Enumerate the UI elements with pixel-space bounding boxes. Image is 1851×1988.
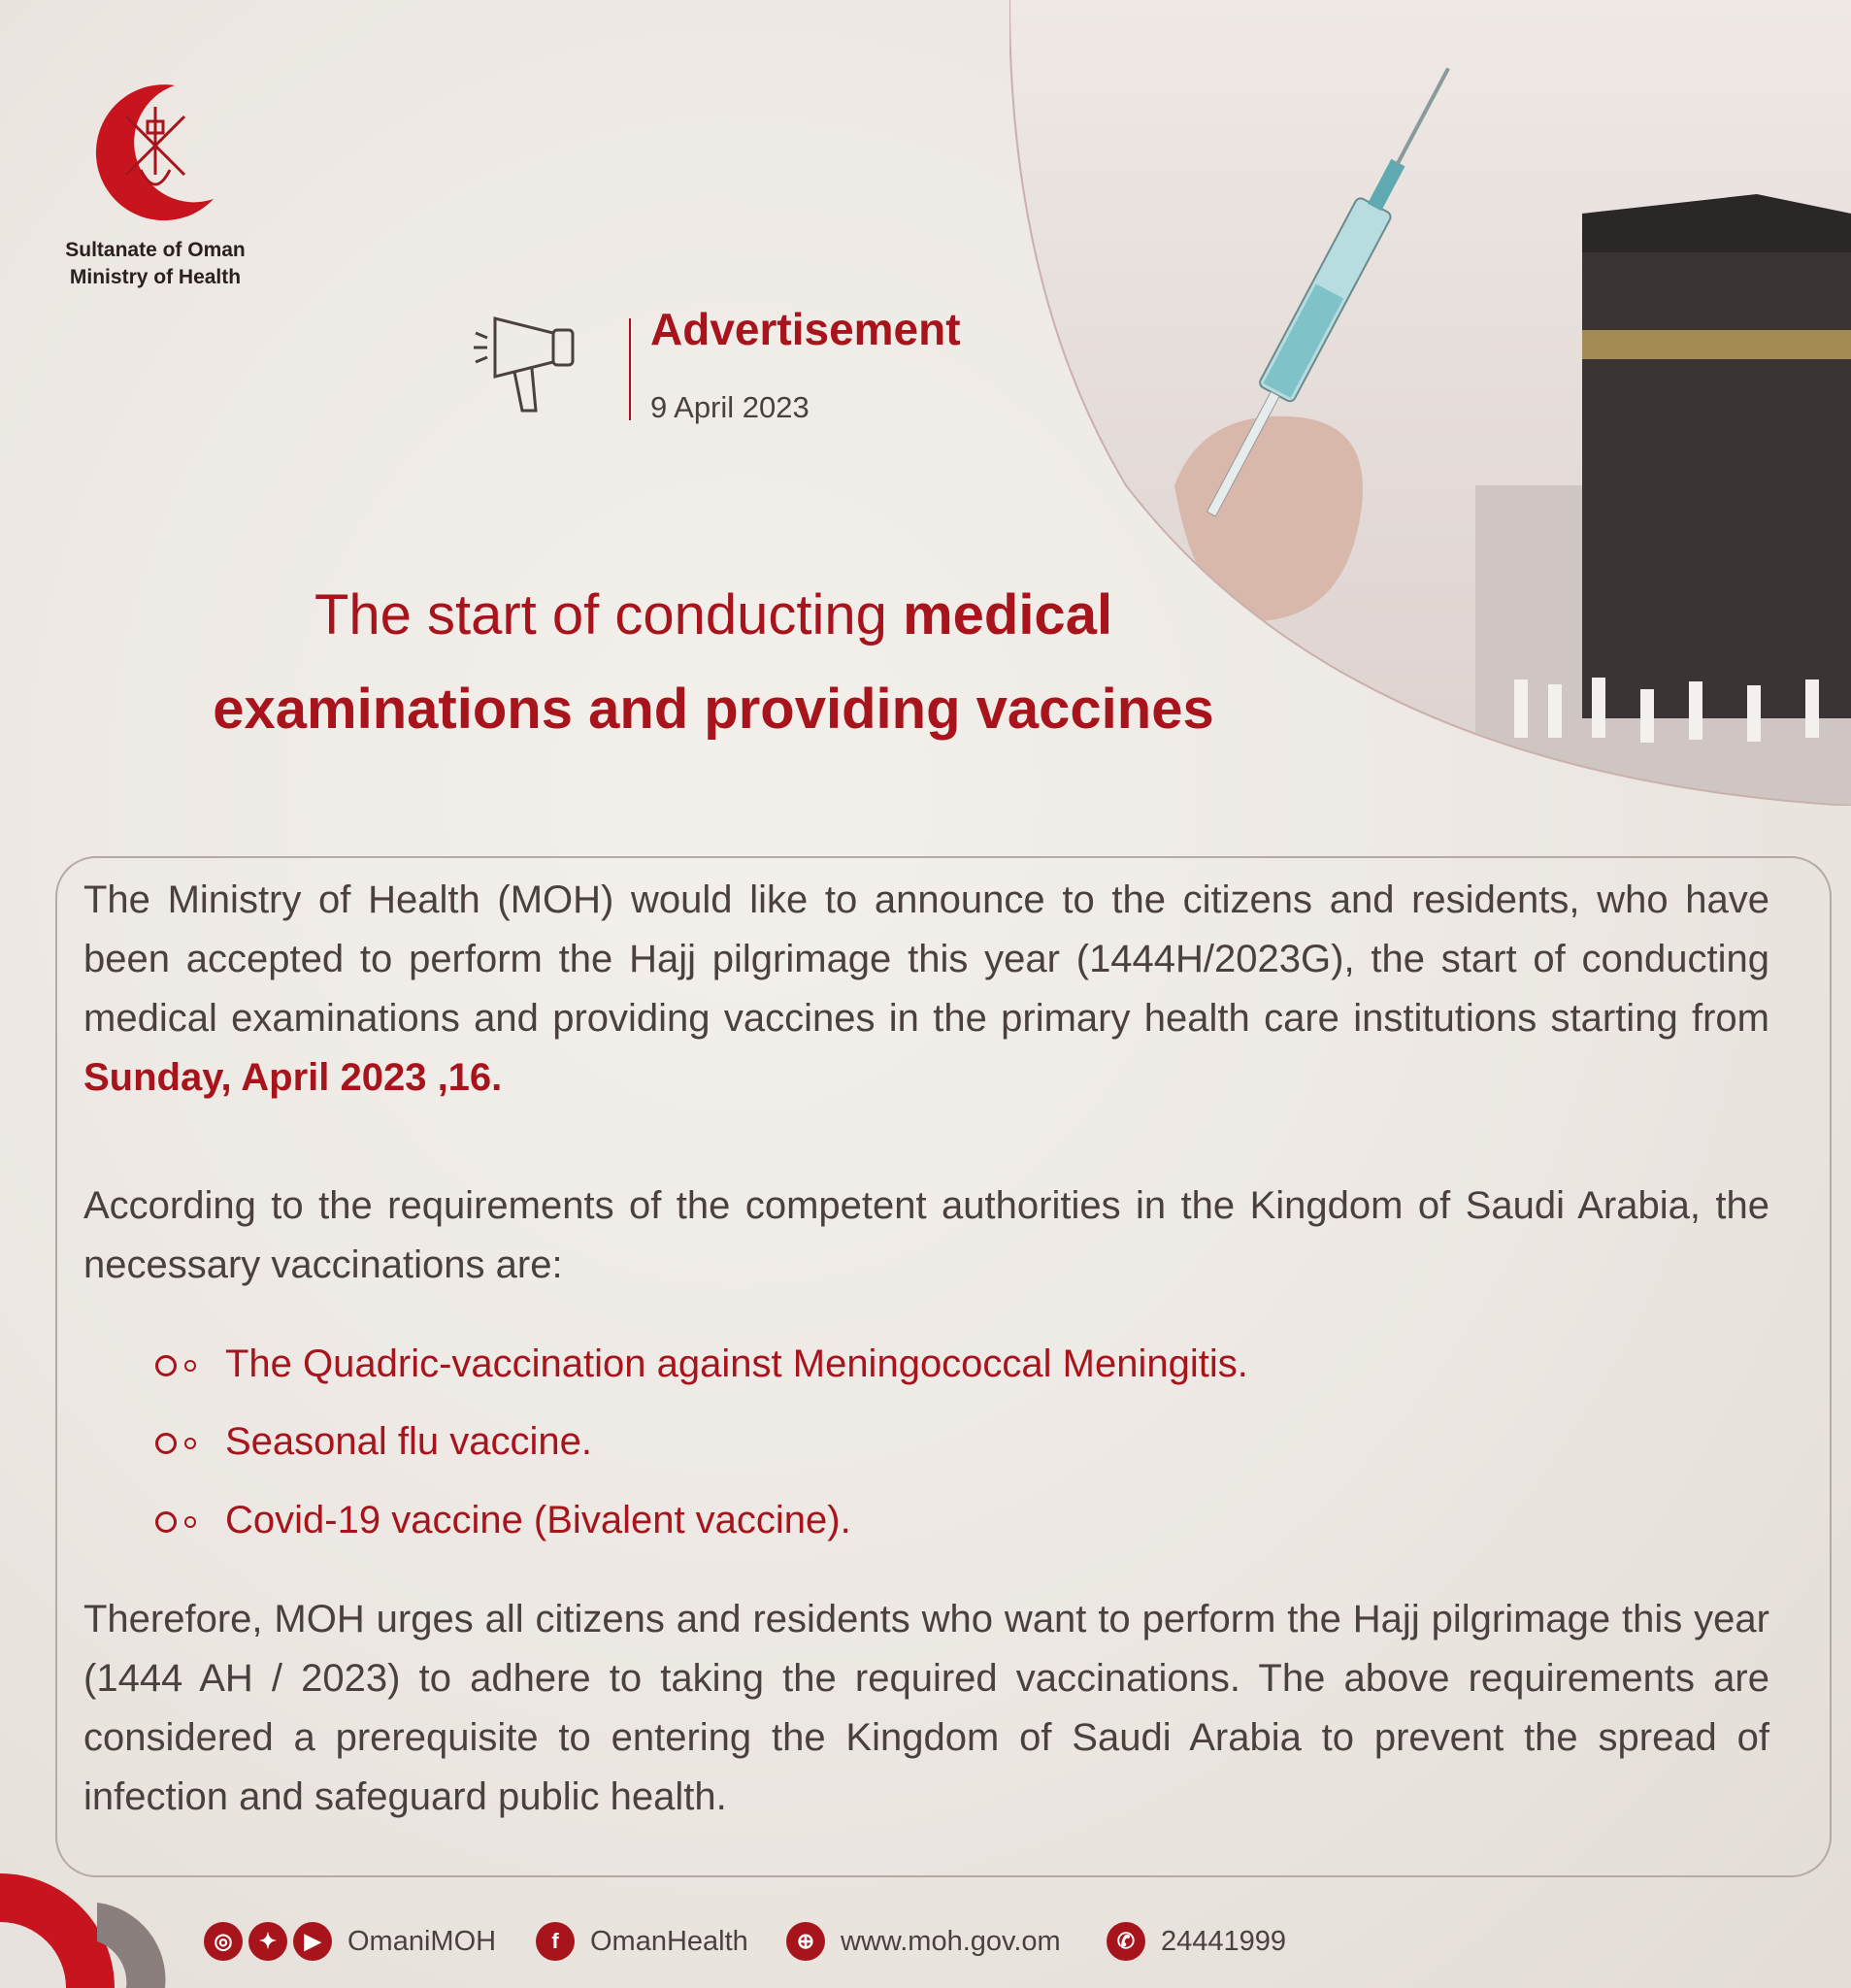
web-icon[interactable]: ⊕ xyxy=(786,1922,825,1961)
ministry-name xyxy=(39,237,272,291)
start-date-highlight: Sunday, April 2023 ,16. xyxy=(83,1056,503,1099)
footer-phone[interactable] xyxy=(1107,1916,1286,1967)
facebook-icon[interactable]: f xyxy=(536,1922,575,1961)
bullet-icon xyxy=(155,1429,225,1458)
ministry-line2: Ministry of Health xyxy=(69,266,242,288)
ad-divider xyxy=(629,318,631,420)
headline-part2: medical xyxy=(903,583,1113,646)
social-handle[interactable]: OmaniMOH xyxy=(347,1925,497,1957)
headline xyxy=(58,568,1369,756)
website-link[interactable]: www.moh.gov.om xyxy=(841,1925,1061,1957)
closing-paragraph: Therefore, MOH urges all citizens and residents who want to perform the Hajj pilgrimage this year (1444 AH / 2023) to adhere to taking the required vaccinations. The above requirements are considered a prerequisite to entering the Kingdom of Saudi Arabia to prevent the spread of infection and safeguard public health. xyxy=(83,1598,1769,1818)
footer-facebook[interactable] xyxy=(536,1916,748,1967)
vaccine-item-label: The Quadric-vaccination against Meningococcal Meningitis. xyxy=(225,1342,1248,1385)
moh-logo xyxy=(68,78,243,223)
headline-part3: examinations and providing vaccines xyxy=(213,678,1214,741)
phone-icon[interactable]: ✆ xyxy=(1107,1922,1145,1961)
bullet-icon xyxy=(155,1508,225,1537)
instagram-icon[interactable]: ◎ xyxy=(204,1922,243,1961)
megaphone-icon xyxy=(456,309,611,425)
corner-decoration xyxy=(0,1864,175,1988)
list-item xyxy=(155,1417,592,1466)
list-item xyxy=(155,1340,1248,1388)
ad-date: 9 April 2023 xyxy=(650,390,810,424)
footer-social[interactable] xyxy=(204,1916,496,1967)
list-item xyxy=(155,1496,851,1544)
ministry-line1: Sultanate of Oman xyxy=(65,239,246,261)
facebook-handle[interactable]: OmanHealth xyxy=(590,1925,748,1957)
requirements-paragraph: According to the requirements of the competent authorities in the Kingdom of Saudi Arabia, the necessary vaccinations are: xyxy=(83,1184,1769,1286)
footer-website[interactable] xyxy=(786,1916,1061,1967)
ad-title: Advertisement xyxy=(650,304,961,354)
vaccine-item-label: Covid-19 vaccine (Bivalent vaccine). xyxy=(225,1499,851,1541)
youtube-icon[interactable]: ▶ xyxy=(293,1922,332,1961)
announcement-text: The Ministry of Health (MOH) would like to announce to the citizens and residents, who have been accepted to perform the Hajj pilgrimage this year (1444H/2023G), the start of conducting medical examinations and providing vaccines in the primary health care institutions starting from xyxy=(83,878,1769,1040)
headline-part1: The start of conducting xyxy=(314,583,904,646)
bullet-icon xyxy=(155,1351,225,1380)
vaccine-item-label: Seasonal flu vaccine. xyxy=(225,1420,593,1463)
twitter-icon[interactable]: ✦ xyxy=(248,1922,287,1961)
phone-number[interactable]: 24441999 xyxy=(1161,1925,1287,1957)
announcement-paragraph xyxy=(83,871,1769,1108)
